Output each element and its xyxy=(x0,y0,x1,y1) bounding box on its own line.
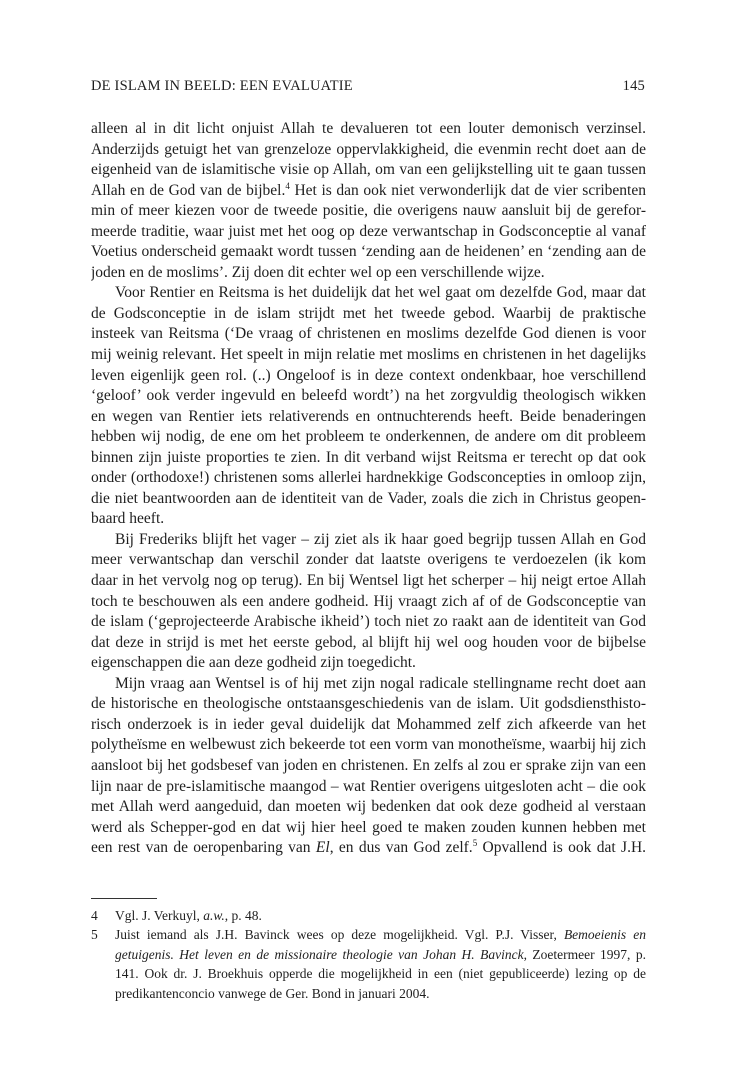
text-line: dat deze in strijd is met het eerste gebod, al blijft hij wel oog houden voor de bijbelse xyxy=(91,633,646,651)
text-line: binnen zijn juiste proporties te zien. In dit verband wijst Reitsma er terecht op dat ook xyxy=(91,448,646,466)
footnote-ref-4: 4 xyxy=(285,180,290,191)
footnote-body xyxy=(115,906,646,925)
text-line: alleen al in dit licht onjuist Allah te devalueren tot een louter demonisch verzinsel. xyxy=(91,120,646,137)
text-line xyxy=(91,838,646,859)
text-line: ‘geloof’ ook verder ingevuld en beleefd wordt’) na het zorgvuldig theologisch wikken xyxy=(91,387,646,405)
text-segment: , en dus van God zelf. xyxy=(329,839,473,857)
text-line: aansloot bij het godsbesef van joden en christenen. En zelfs al zou er sprake zijn van een xyxy=(91,756,646,774)
page-number: 145 xyxy=(622,78,645,94)
text-line: risch onderzoek is in ieder geval duidelijk dat Mohammed zelf zich afkeerde van het xyxy=(91,715,646,733)
text-line: joden en de moslims’. Zij doen dit echter wel op een verschillende wijze. xyxy=(91,263,545,281)
running-head xyxy=(91,78,645,95)
text-segment: Juist iemand als J.H. Bavinck wees op deze mogelijkheid. Vgl. P.J. Visser, xyxy=(115,927,564,943)
text-line: eigenschappen die aan deze godheid zijn toegedicht. xyxy=(91,654,416,672)
text-line: toch te beschouwen als een andere godheid. Hij vraagt zich af of de Godsconceptie van xyxy=(91,592,646,610)
footnote-5 xyxy=(91,925,646,1003)
paragraph-start-line: Voor Rentier en Reitsma is het duidelijk dat het wel gaat om dezelfde God, maar dat xyxy=(115,284,646,302)
text-line: Voetius onderscheid gemaakt wordt tussen ‘zending aan de heidenen’ en ‘zending aan de xyxy=(91,243,646,261)
text-line: de historische en theologische ontstaansgeschiedenis van de islam. Uit godsdiensthisto- xyxy=(91,695,646,713)
italic-title: getuigenis. Het leven en de missionaire theologie van Johan H. Bavinck xyxy=(115,946,524,962)
footnote-line xyxy=(115,925,646,944)
text-line: Anderzijds getuigt het van grenzeloze oppervlakkigheid, die evenmin recht doet aan de xyxy=(91,140,646,158)
text-line: eigenheid van de islamitische visie op Allah, om van een gelijkstelling uit te gaan tussen xyxy=(91,161,646,179)
text-segment: Het is dan ook niet verwonderlijk dat de vier scribenten xyxy=(289,181,646,199)
text-segment: een rest van de oeropenbaring van xyxy=(91,839,311,857)
text-segment: Vgl. J. Verkuyl, xyxy=(115,908,204,923)
body-text xyxy=(91,119,646,859)
text-line: lijn naar de pre-islamitische maangod – wat Rentier overigens uitgesloten acht – die ook xyxy=(91,777,646,795)
text-line: meer verwantschap dan verschil zonder dat laatste overigens te verdoezelen (ik kom xyxy=(91,551,646,569)
text-line: werd als Schepper-god en dat wij hier heel goed te maken zouden kunnen hebben met xyxy=(91,818,646,836)
footnote-line: 141. Ook dr. J. Broekhuis opperde die mogelijkheid in een (niet gepubliceerde) lezing op de xyxy=(115,966,646,982)
text-line: meerde traditie, waar juist met het oog op deze verwantschap in Godsconceptie al vanaf xyxy=(91,222,646,240)
text-line: met Allah werd aangeduid, dan moeten wij bedenken dat ook deze godheid al verstaan xyxy=(91,798,646,816)
text-line: de Godsconceptie in de islam strijdt met het tweede gebod. Waarbij de praktische xyxy=(91,304,646,322)
text-line: hebben wij nodig, de ene om het probleem te onderkennen, de andere om dit probleem xyxy=(91,428,646,446)
footnote-separator xyxy=(91,898,157,899)
italic-term: El xyxy=(315,839,330,857)
text-segment: , Zoetermeer 1997, p. xyxy=(523,946,646,962)
paragraph-start-line: Mijn vraag aan Wentsel is of hij met zijn nogal radicale stellingname recht doet aan xyxy=(115,674,646,692)
text-line: onder (orthodoxe!) christenen soms allerlei hardnekkige Godsconcepties in omloop zijn, xyxy=(91,469,646,487)
footnote-number: 4 xyxy=(91,908,98,923)
text-line: die niet beantwoorden aan de identiteit van de Vader, zoals die zich in Christus geopen- xyxy=(91,489,646,507)
text-line: mij weinig relevant. Het speelt in mijn relatie met moslims en christenen in het dagelijks xyxy=(91,346,646,364)
footnote-line: predikantenconcio vanwege de Ger. Bond in januari 2004. xyxy=(115,985,430,1001)
text-line: min of meer kiezen voor de tweede positie, die overigens nauw aansluit bij de gerefor- xyxy=(91,202,646,220)
text-segment: , p. 48. xyxy=(224,908,262,923)
text-segment: Allah en de God van de bijbel. xyxy=(91,181,286,199)
text-line: baard heeft. xyxy=(91,510,165,528)
italic-term: a.w. xyxy=(203,908,225,923)
text-line: polytheïsme en welbewust zich bekeerde tot een vorm van monotheïsme, waarbij hij zich xyxy=(91,736,646,754)
running-head-title: DE ISLAM IN BEELD: EEN EVALUATIE xyxy=(91,78,353,94)
text-line: de islam (‘geprojecteerde Arabische ikheid’) toch niet zo raakt aan de identiteit van God xyxy=(91,613,646,631)
footnote-body xyxy=(115,925,646,1003)
footnote-4 xyxy=(91,906,646,925)
italic-title: Bemoeienis en xyxy=(563,927,646,943)
text-line: en wegen van Rentier iets relativerends en ontnuchterends heeft. Beide benaderingen xyxy=(91,407,646,425)
footnote-line xyxy=(115,906,646,925)
text-line: leven eigenlijk geen rol. (..) Ongeloof is in deze context ondenkbaar, hoe verschillend xyxy=(91,366,646,384)
text-line: insteek van Reitsma (‘De vraag of christenen en moslims dezelfde God dienen is voor xyxy=(91,325,646,343)
footnote-line xyxy=(115,945,646,964)
text-line xyxy=(91,181,646,202)
text-line: daar in het vervolg nog op terug). En bij Wentsel ligt het scherper – hij neigt ertoe Allah xyxy=(91,572,646,590)
footnote-number: 5 xyxy=(91,927,98,943)
paragraph-start-line: Bij Frederiks blijft het vager – zij ziet als ik haar goed begrijp tussen Allah en God xyxy=(115,530,646,548)
text-segment: Opvallend is ook dat J.H. xyxy=(477,839,646,857)
footnotes xyxy=(91,906,646,1003)
footnote-ref-5: 5 xyxy=(472,838,478,849)
